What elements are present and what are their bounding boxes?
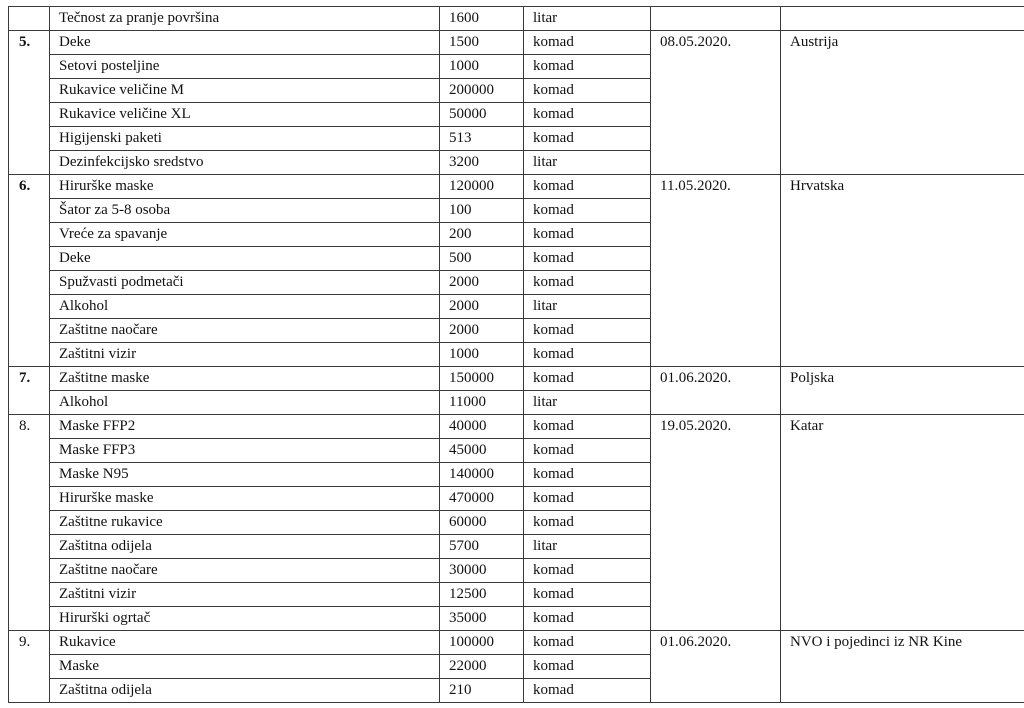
quantity-cell: 60000 bbox=[440, 511, 524, 535]
item-name-cell: Vreće za spavanje bbox=[50, 223, 440, 247]
item-name-cell: Hirurške maske bbox=[50, 175, 440, 199]
item-name-cell: Maske FFP3 bbox=[50, 439, 440, 463]
unit-cell: komad bbox=[524, 31, 651, 55]
quantity-cell: 2000 bbox=[440, 319, 524, 343]
date-cell: 11.05.2020. bbox=[651, 175, 781, 367]
item-name-cell: Rukavice bbox=[50, 631, 440, 655]
item-name-cell: Zaštitni vizir bbox=[50, 343, 440, 367]
item-name-cell: Rukavice veličine XL bbox=[50, 103, 440, 127]
group-number-cell: 5. bbox=[9, 31, 50, 175]
country-cell: Katar bbox=[781, 415, 1024, 631]
group-number-cell: 8. bbox=[9, 415, 50, 631]
quantity-cell: 22000 bbox=[440, 655, 524, 679]
item-name-cell: Zaštitne naočare bbox=[50, 559, 440, 583]
quantity-cell: 45000 bbox=[440, 439, 524, 463]
item-name-cell: Deke bbox=[50, 31, 440, 55]
quantity-cell: 210 bbox=[440, 679, 524, 703]
unit-cell: komad bbox=[524, 511, 651, 535]
country-cell: NVO i pojedinci iz NR Kine bbox=[781, 631, 1024, 703]
quantity-cell: 200000 bbox=[440, 79, 524, 103]
item-name-cell: Maske bbox=[50, 655, 440, 679]
table-row bbox=[9, 175, 1024, 199]
unit-cell: komad bbox=[524, 607, 651, 631]
unit-cell: komad bbox=[524, 655, 651, 679]
item-name-cell: Alkohol bbox=[50, 391, 440, 415]
row-number-cell bbox=[9, 7, 50, 31]
unit-cell: komad bbox=[524, 127, 651, 151]
unit-cell: komad bbox=[524, 103, 651, 127]
unit-cell: komad bbox=[524, 487, 651, 511]
item-name-cell: Spužvasti podmetači bbox=[50, 271, 440, 295]
unit-cell: litar bbox=[524, 535, 651, 559]
date-cell: 19.05.2020. bbox=[651, 415, 781, 631]
item-name-cell: Hirurški ogrtač bbox=[50, 607, 440, 631]
table-row bbox=[9, 7, 1024, 31]
quantity-cell: 150000 bbox=[440, 367, 524, 391]
quantity-cell: 12500 bbox=[440, 583, 524, 607]
date-cell: 01.06.2020. bbox=[651, 631, 781, 703]
date-cell: 01.06.2020. bbox=[651, 367, 781, 415]
quantity-cell: 1000 bbox=[440, 55, 524, 79]
quantity-cell: 11000 bbox=[440, 391, 524, 415]
unit-cell: komad bbox=[524, 319, 651, 343]
country-cell: Austrija bbox=[781, 31, 1024, 175]
unit-cell: litar bbox=[524, 7, 651, 31]
item-name-cell: Zaštitne maske bbox=[50, 367, 440, 391]
unit-cell: komad bbox=[524, 631, 651, 655]
quantity-cell: 30000 bbox=[440, 559, 524, 583]
donations-table bbox=[8, 6, 1024, 703]
quantity-cell: 3200 bbox=[440, 151, 524, 175]
quantity-cell: 1500 bbox=[440, 31, 524, 55]
quantity-cell: 140000 bbox=[440, 463, 524, 487]
table-body bbox=[9, 7, 1024, 703]
unit-cell: komad bbox=[524, 559, 651, 583]
quantity-cell: 5700 bbox=[440, 535, 524, 559]
item-name-cell: Alkohol bbox=[50, 295, 440, 319]
quantity-cell: 2000 bbox=[440, 271, 524, 295]
date-cell bbox=[651, 7, 781, 31]
unit-cell: komad bbox=[524, 679, 651, 703]
item-name-cell: Deke bbox=[50, 247, 440, 271]
table-row bbox=[9, 631, 1024, 655]
unit-cell: litar bbox=[524, 295, 651, 319]
table-row bbox=[9, 31, 1024, 55]
unit-cell: komad bbox=[524, 415, 651, 439]
quantity-cell: 120000 bbox=[440, 175, 524, 199]
item-name-cell: Hirurške maske bbox=[50, 487, 440, 511]
item-name-cell: Zaštitni vizir bbox=[50, 583, 440, 607]
country-cell: Poljska bbox=[781, 367, 1024, 415]
country-cell bbox=[781, 7, 1024, 31]
unit-cell: komad bbox=[524, 247, 651, 271]
quantity-cell: 1600 bbox=[440, 7, 524, 31]
quantity-cell: 100 bbox=[440, 199, 524, 223]
quantity-cell: 513 bbox=[440, 127, 524, 151]
quantity-cell: 1000 bbox=[440, 343, 524, 367]
item-name-cell: Maske FFP2 bbox=[50, 415, 440, 439]
item-name-cell: Zaštitna odijela bbox=[50, 535, 440, 559]
date-cell: 08.05.2020. bbox=[651, 31, 781, 175]
country-cell: Hrvatska bbox=[781, 175, 1024, 367]
quantity-cell: 50000 bbox=[440, 103, 524, 127]
quantity-cell: 470000 bbox=[440, 487, 524, 511]
item-name-cell: Zaštitna odijela bbox=[50, 679, 440, 703]
item-name-cell: Tečnost za pranje površina bbox=[50, 7, 440, 31]
item-name-cell: Maske N95 bbox=[50, 463, 440, 487]
unit-cell: litar bbox=[524, 151, 651, 175]
quantity-cell: 2000 bbox=[440, 295, 524, 319]
quantity-cell: 500 bbox=[440, 247, 524, 271]
table-row bbox=[9, 415, 1024, 439]
item-name-cell: Higijenski paketi bbox=[50, 127, 440, 151]
unit-cell: komad bbox=[524, 199, 651, 223]
item-name-cell: Rukavice veličine M bbox=[50, 79, 440, 103]
group-number-cell: 9. bbox=[9, 631, 50, 703]
item-name-cell: Zaštitne naočare bbox=[50, 319, 440, 343]
item-name-cell: Dezinfekcijsko sredstvo bbox=[50, 151, 440, 175]
unit-cell: komad bbox=[524, 367, 651, 391]
quantity-cell: 200 bbox=[440, 223, 524, 247]
item-name-cell: Setovi posteljine bbox=[50, 55, 440, 79]
table-row bbox=[9, 367, 1024, 391]
unit-cell: komad bbox=[524, 79, 651, 103]
quantity-cell: 35000 bbox=[440, 607, 524, 631]
unit-cell: komad bbox=[524, 463, 651, 487]
unit-cell: komad bbox=[524, 175, 651, 199]
unit-cell: komad bbox=[524, 223, 651, 247]
group-number-cell: 6. bbox=[9, 175, 50, 367]
quantity-cell: 40000 bbox=[440, 415, 524, 439]
unit-cell: litar bbox=[524, 391, 651, 415]
quantity-cell: 100000 bbox=[440, 631, 524, 655]
unit-cell: komad bbox=[524, 271, 651, 295]
item-name-cell: Šator za 5-8 osoba bbox=[50, 199, 440, 223]
item-name-cell: Zaštitne rukavice bbox=[50, 511, 440, 535]
unit-cell: komad bbox=[524, 343, 651, 367]
unit-cell: komad bbox=[524, 583, 651, 607]
group-number-cell: 7. bbox=[9, 367, 50, 415]
unit-cell: komad bbox=[524, 439, 651, 463]
unit-cell: komad bbox=[524, 55, 651, 79]
